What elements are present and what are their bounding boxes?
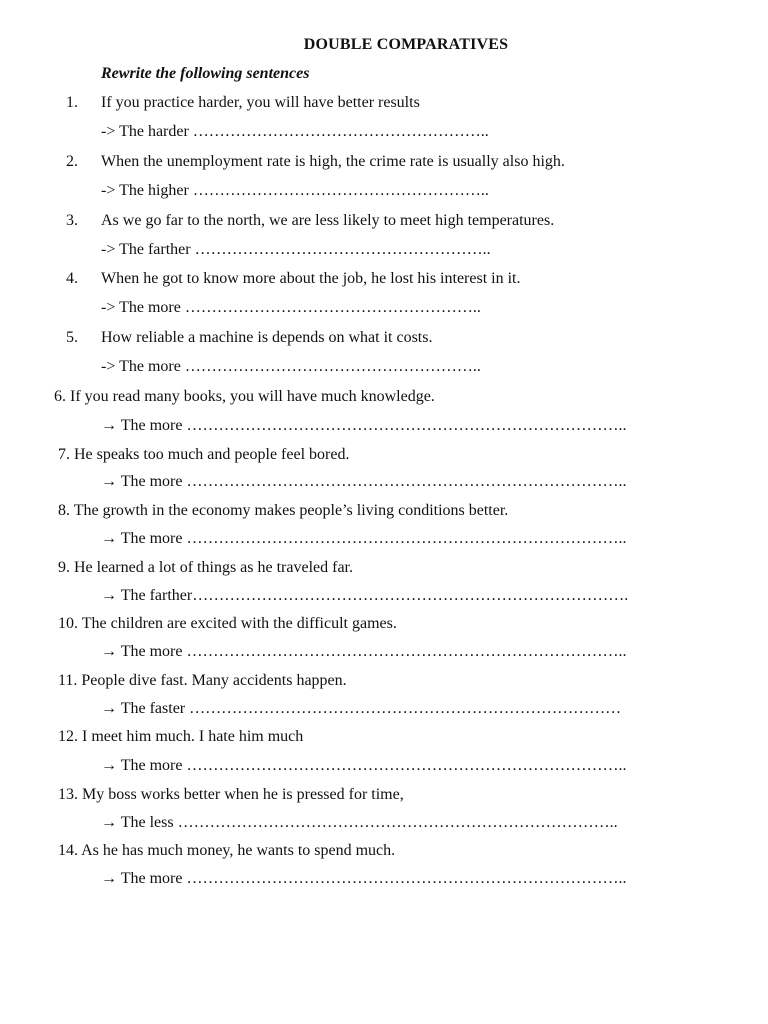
item-answer-line: → The farther……………………………………………………………………….	[101, 587, 629, 604]
item-answer-line: → The more ………………………………………………………………………..	[101, 473, 627, 490]
item-sentence: 10. The children are excited with the difficult games.	[58, 615, 397, 632]
item-number: 5.	[66, 329, 78, 346]
item-answer-line: -> The farther ………………………………………………..	[101, 241, 491, 258]
item-answer-line: -> The more ………………………………………………..	[101, 299, 481, 316]
item-sentence: 12. I meet him much. I hate him much	[58, 728, 304, 745]
item-answer-line: → The less ………………………………………………………………………..	[101, 814, 618, 831]
item-sentence: 11. People dive fast. Many accidents happen.	[58, 672, 347, 689]
item-sentence: 13. My boss works better when he is pressed for time,	[58, 786, 404, 803]
item-sentence: 9. He learned a lot of things as he traveled far.	[58, 559, 353, 576]
item-answer-line: → The more ………………………………………………………………………..	[101, 530, 627, 547]
item-sentence: 14. As he has much money, he wants to spend much.	[58, 842, 396, 859]
item-answer-line: -> The harder ………………………………………………..	[101, 123, 489, 140]
item-number: 2.	[66, 153, 78, 170]
item-sentence: How reliable a machine is depends on what it costs.	[101, 329, 433, 346]
item-number: 1.	[66, 94, 78, 111]
item-sentence: When the unemployment rate is high, the crime rate is usually also high.	[101, 153, 565, 170]
item-sentence: 6. If you read many books, you will have much knowledge.	[54, 388, 435, 405]
item-answer-line: → The more ………………………………………………………………………..	[101, 870, 627, 887]
item-sentence: 8. The growth in the economy makes people’s living conditions better.	[58, 502, 509, 519]
item-answer-line: → The more ………………………………………………………………………..	[101, 643, 627, 660]
instruction-heading: Rewrite the following sentences	[101, 65, 310, 82]
item-answer-line: → The more ………………………………………………………………………..	[101, 757, 627, 774]
item-sentence: When he got to know more about the job, he lost his interest in it.	[101, 270, 521, 287]
item-answer-line: → The more ………………………………………………………………………..	[101, 417, 627, 434]
item-sentence: 7. He speaks too much and people feel bored.	[58, 446, 350, 463]
item-sentence: As we go far to the north, we are less likely to meet high temperatures.	[101, 212, 555, 229]
item-answer-line: -> The higher ………………………………………………..	[101, 182, 489, 199]
worksheet-title: DOUBLE COMPARATIVES	[303, 36, 509, 53]
item-sentence: If you practice harder, you will have better results	[101, 94, 420, 111]
item-answer-line: -> The more ………………………………………………..	[101, 358, 481, 375]
item-number: 4.	[66, 270, 78, 287]
item-number: 3.	[66, 212, 78, 229]
item-answer-line: → The faster ………………………………………………………………………	[101, 700, 622, 717]
